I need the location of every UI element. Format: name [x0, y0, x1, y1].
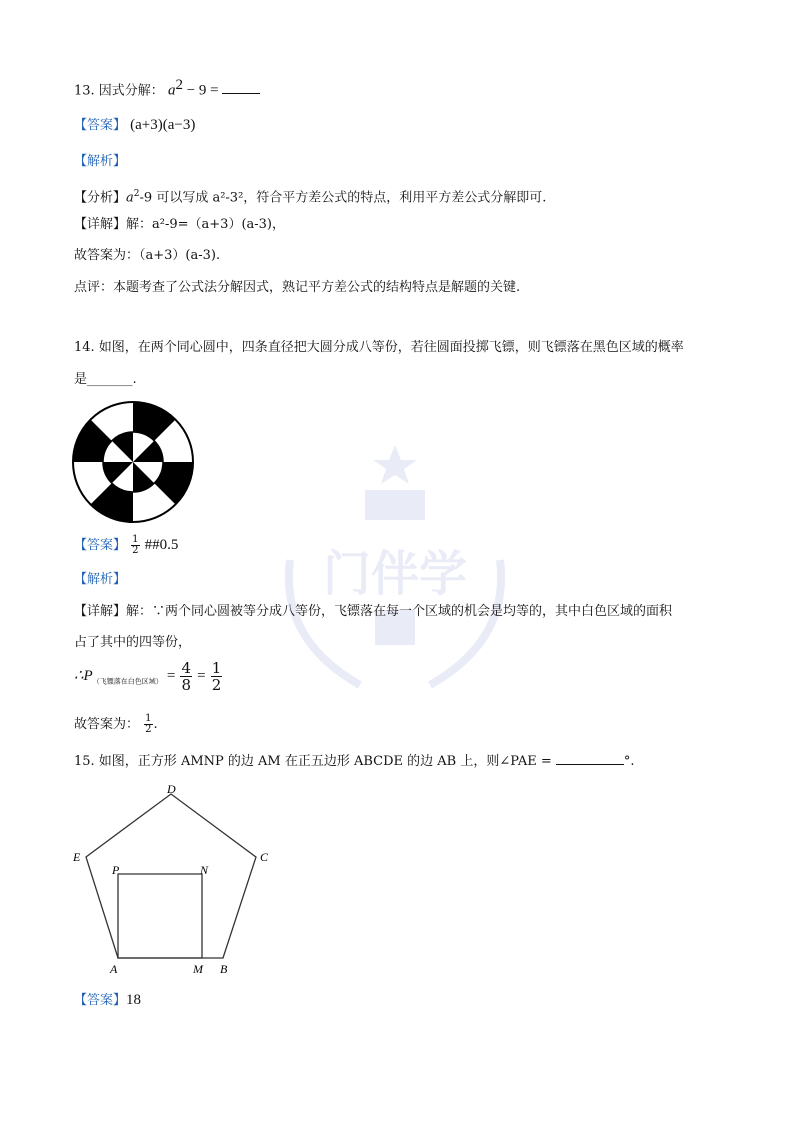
label-d: D: [167, 782, 176, 796]
q13-xiangjie: 【详解】解：a²-9=（a+3）(a-3)，: [74, 217, 286, 232]
q14-stem-line2: 是_______.: [74, 372, 137, 387]
q14-fraction-4-8: $\frac{4}{8}$: [181, 659, 192, 694]
q14-answer-fraction: $\frac{1}{2}$: [132, 534, 139, 556]
q14-stem-line1: 14. 如图，在两个同心圆中，四条直径把大圆分成八等份，若往圆面投掷飞镖，则飞镖落在黑色区域的概率: [74, 340, 684, 355]
q14-fraction-1-2: $\frac{1}{2}$: [211, 659, 222, 694]
q13-fenxi: 【分析】$a^2-9$ 可以写成 a²-3²，符合平方差公式的特点，利用平方差公式分解即可.: [74, 189, 547, 206]
q15-blank: [556, 752, 624, 765]
q14-answer: 【答案】 $\frac{1}{2}$ ##0.5: [74, 534, 179, 556]
label-b: B: [220, 962, 228, 976]
q13-analysis-tag: 【解析】: [74, 154, 127, 169]
label-e: E: [73, 850, 81, 864]
q13-stem: 13. 因式分解： $a^2 - 9$ =: [74, 76, 260, 100]
label-c: C: [260, 850, 269, 864]
label-m: M: [193, 962, 203, 976]
q15-stem: 15. 如图，正方形 AMNP 的边 AM 在正五边形 ABCDE 的边 AB 上，则∠PAE = °.: [74, 754, 635, 769]
label-p: P: [112, 863, 120, 877]
watermark-logo: [270, 440, 520, 700]
label-a: A: [110, 962, 118, 976]
q13-blank: [222, 81, 260, 94]
q14-analysis-tag: 【解析】: [74, 572, 127, 587]
q14-xiangjie-line1: 【详解】解：∵两个同心圆被等分成八等份，飞镖落在每一个区域的机会是均等的，其中白色区域的面积: [74, 604, 673, 619]
q14-xiangjie-line2: 占了其中的四等份，: [74, 635, 192, 650]
concentric-circles-figure: [70, 399, 196, 525]
watermark-text: 门伴学: [322, 546, 468, 602]
q15-answer: 【答案】18: [74, 992, 142, 1008]
q13-final: 故答案为：（a+3）(a-3).: [74, 248, 221, 263]
q14-probability: $\therefore P_{(飞镖落在白色区域)}$ = $\frac{4}{8}$ = $\frac{1}{2}$: [74, 659, 222, 694]
pentagon-square-figure: [66, 782, 286, 982]
q14-final: 故答案为： $\frac{1}{2}$ .: [74, 713, 158, 735]
label-n: N: [200, 863, 209, 877]
q13-answer: 【答案】 (a+3)(a−3): [74, 117, 196, 133]
q13-answer-expr: (a+3)(a−3): [130, 117, 196, 133]
q13-comment: 点评：本题考查了公式法分解因式，熟记平方差公式的结构特点是解题的关键.: [74, 280, 521, 295]
